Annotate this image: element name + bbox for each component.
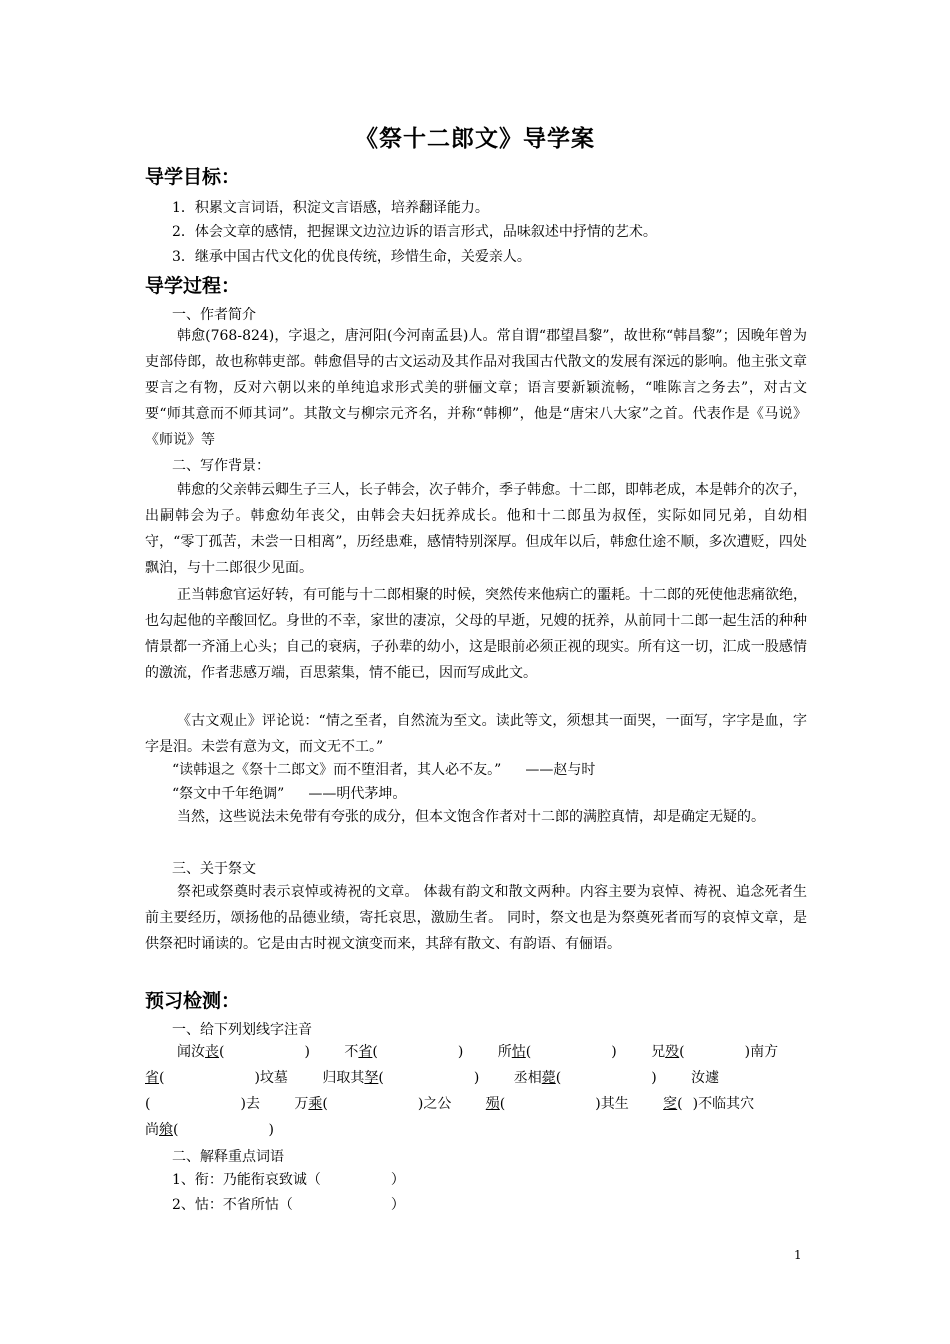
pinyin-item: 汝遽 (691, 1070, 720, 1086)
check-heading: 预习检测： (145, 990, 241, 1012)
pinyin-item: 窆( )不临其穴 (663, 1096, 755, 1112)
jiwen-paragraph: 祭祀或祭奠时表示哀悼或祷祝的文章。 体裁有韵文和散文两种。内容主要为哀悼、祷祝、追念死者生前主要经历，颂扬他的品德业绩，寄托哀思，激励生者。 同时，祭文也是为祭奠死者而写的哀悼文章，是供祭祀时诵读的。它是由古时视文演变而来，其辞有散文、有韵语、有俪语。 (145, 884, 807, 952)
author-paragraph: 韩愈(768-824)，字退之，唐河阳(今河南孟县)人。常自谓“郡望昌黎”，故世称“韩昌黎”；因晚年曾为吏部侍郎，故也称韩吏部。韩愈倡导的古文运动及其作品对我国古代散文的发展有深远的影响。他主张文章要言之有物，反对六朝以来的单纯追求形式美的骈俪文章；语言要新颖流畅，“唯陈言之务去”，对古文要“师其意而不师其词”。其散文与柳宗元齐名，并称“韩柳”，他是“唐宋八大家”之首。代表作是《马说》《师说》等 (145, 328, 807, 448)
quote-1-text: “读韩退之《祭十二郎文》而不堕泪者，其人必不友。” (172, 762, 502, 778)
pinyin-item: 所怙( ) (497, 1044, 617, 1060)
author-section-title: 一、作者简介 (172, 307, 256, 323)
quote-2-text: “祭文中千年绝调” (172, 786, 285, 802)
pinyin-item: 丞相薨( ) (513, 1070, 657, 1086)
pinyin-item: 省( )坟墓 (145, 1070, 288, 1086)
explain-section-title: 二、解释重点词语 (172, 1149, 284, 1165)
jiwen-section-title: 三、关于祭文 (172, 861, 256, 877)
goal-item-2: 2．体会文章的感情，把握课文边泣边诉的语言形式，品味叙述中抒情的艺术。 (172, 224, 657, 240)
pinyin-exercise (145, 1039, 815, 1143)
background-section-title: 二、写作背景： (172, 458, 270, 474)
page-title: 《祭十二郎文》导学案 (355, 126, 595, 152)
goals-heading: 导学目标： (145, 166, 241, 188)
quote-1 (172, 759, 595, 779)
goal-item-1: 1．积累文言词语，积淀文言语感，培养翻译能力。 (172, 200, 489, 216)
quote-1-source: ——赵与时 (525, 762, 596, 778)
pinyin-item: 尚飨( ) (145, 1122, 274, 1138)
goal-item-3: 3．继承中国古代文化的优良传统，珍惜生命，关爱亲人。 (172, 249, 531, 265)
pinyin-item: 殒( )其生 (485, 1096, 629, 1112)
quote-2 (172, 783, 406, 803)
quote-2-source: ——明代茅坤。 (308, 786, 407, 802)
process-heading: 导学过程： (145, 275, 241, 297)
pinyin-section-title: 一、给下列划线字注音 (172, 1022, 312, 1038)
explain-item-1: 1、衔：乃能衔哀致诚（ ） (172, 1172, 405, 1188)
background-paragraph-3: 《古文观止》评论说：“情之至者，自然流为至文。读此等文，须想其一面哭，一面写，字字是血，字字是泪。未尝有意为文，而文无不工。” (145, 713, 807, 755)
background-paragraph-1: 韩愈的父亲韩云卿生子三人，长子韩会，次子韩介，季子韩愈。十二郎，即韩老成，本是韩介的次子，出嗣韩会为子。韩愈幼年丧父，由韩会夫妇抚养成长。他和十二郎虽为叔侄，实际如同兄弟，自幼相守，“零丁孤苦，未尝一日相离”，历经患难，感情特别深厚。但成年以后，韩愈仕途不顺，多次遭贬，四处飘泊，与十二郎很少见面。 (145, 482, 807, 576)
background-paragraph-2: 正当韩愈官运好转，有可能与十二郎相聚的时候，突然传来他病亡的噩耗。十二郎的死使他悲痛欲绝，也勾起他的辛酸回忆。身世的不幸，家世的凄凉，父母的早逝，兄嫂的抚养，从前同十二郎一起生活的种种情景都一齐涌上心头；自己的衰病，子孙辈的幼小，这是眼前必须正视的现实。所有这一切，汇成一股感情的激流，作者悲感万端，百思萦集，情不能已，因而写成此文。 (145, 587, 807, 681)
pinyin-item: 万乘( )之公 (294, 1096, 452, 1112)
background-paragraph-4: 当然，这些说法未免带有夸张的成分，但本文饱含作者对十二郎的满腔真情，却是确定无疑的。 (177, 809, 765, 825)
pinyin-item: 不省( ) (344, 1044, 464, 1060)
page-number: 1 (794, 1248, 802, 1262)
explain-item-2: 2、怙：不省所怙（ ） (172, 1197, 405, 1213)
pinyin-item: 兄殁( )南方 (651, 1044, 779, 1060)
pinyin-item: ( )去 (145, 1096, 260, 1112)
pinyin-item: 归取其孥( ) (322, 1070, 480, 1086)
pinyin-item: 闻汝丧( ) (177, 1044, 310, 1060)
